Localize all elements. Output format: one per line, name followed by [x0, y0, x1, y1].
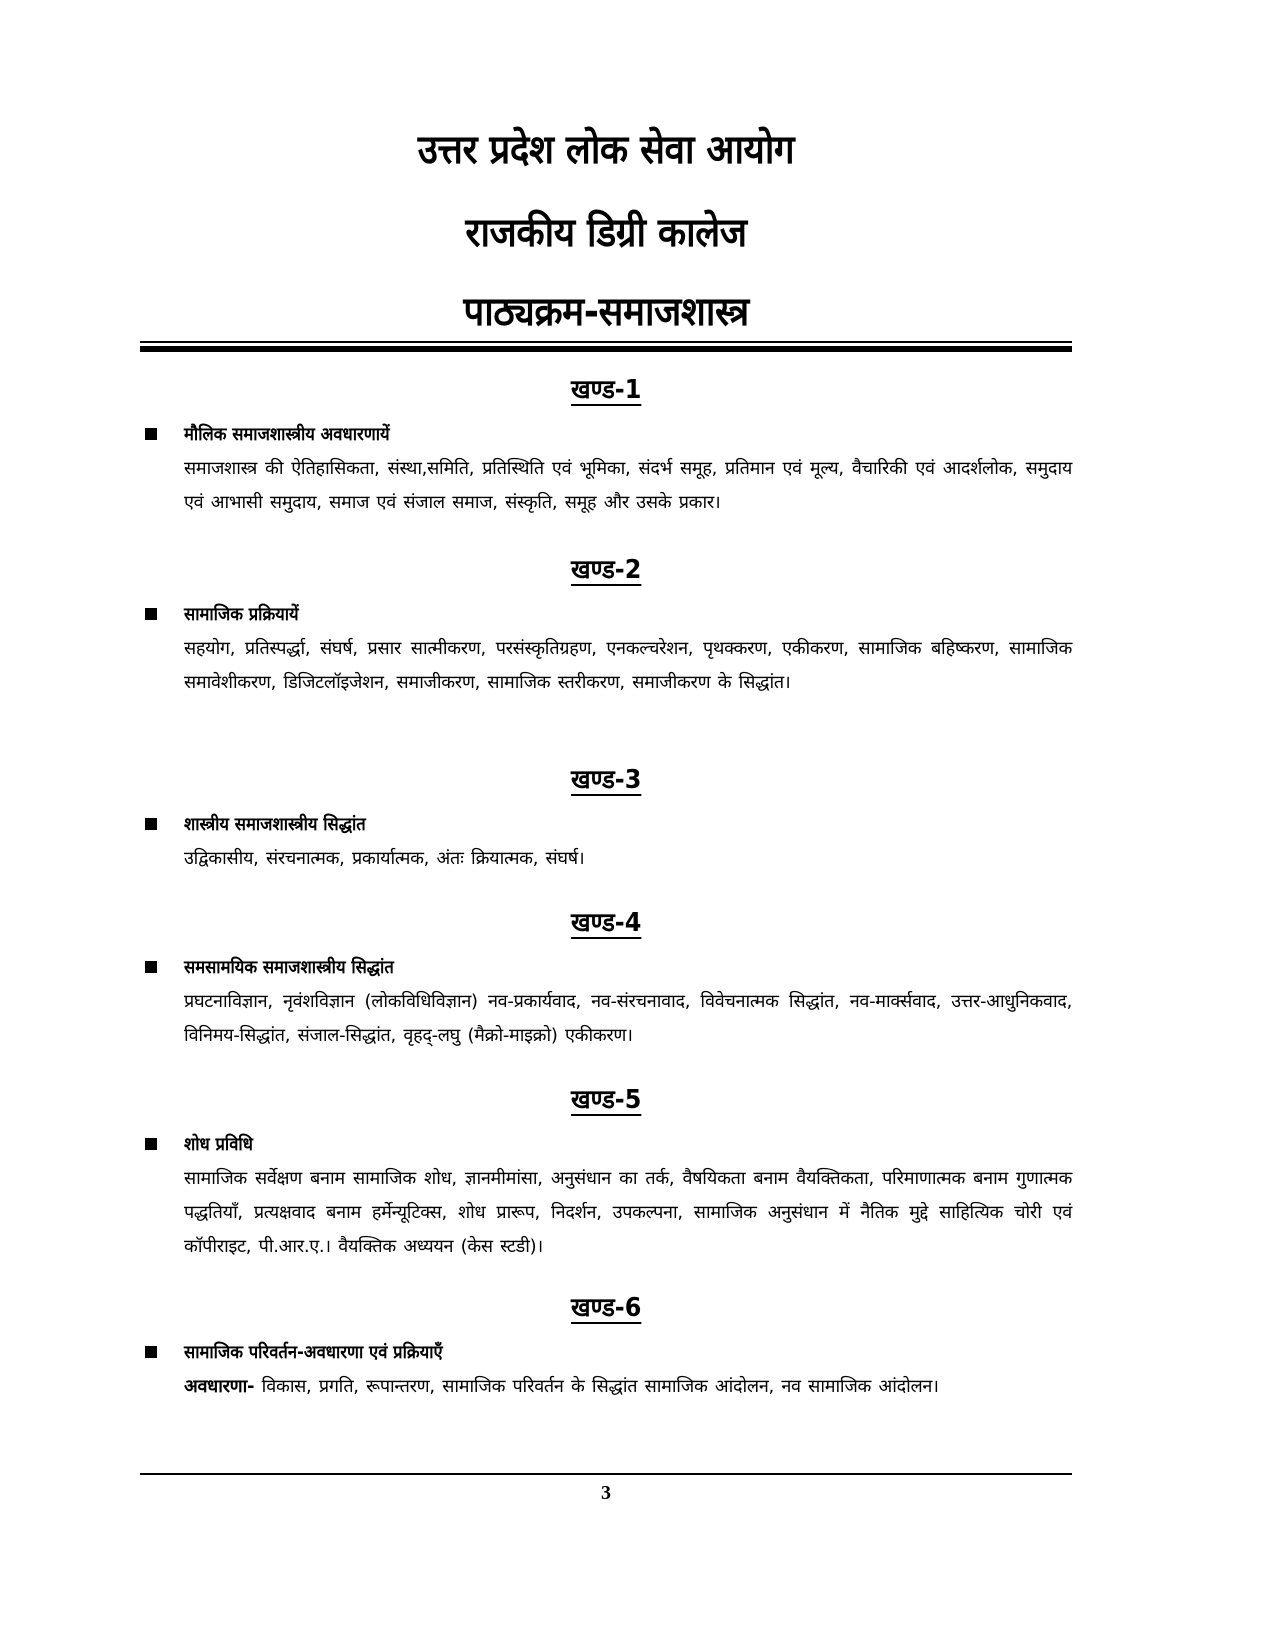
- page-number: 3: [601, 1482, 611, 1504]
- concept-text: विकास, प्रगति, रूपान्तरण, सामाजिक परिवर्तन के सिद्धांत सामाजिक आंदोलन, नव सामाजिक आंदोलन।: [261, 1376, 939, 1397]
- topic-item: [140, 808, 1072, 876]
- section-heading: [140, 550, 1072, 586]
- topic-body: समाजशास्त्र की ऐतिहासिकता, संस्था,समिति, प्रतिस्थिति एवं भूमिका, संदर्भ समूह, प्रतिमान एवं मूल्य, वैचारिकी एवं आदर्शलोक, समुदाय एवं आभासी समुदाय, समाज एवं संजाल समाज, संस्कृति, समूह और उसके प्रकार।: [184, 458, 1072, 513]
- square-bullet-icon: [145, 1138, 157, 1150]
- topic-body: [184, 1370, 1072, 1404]
- square-bullet-icon: [145, 1346, 157, 1358]
- topic-title: मौलिक समाजशास्त्रीय अवधारणायें: [184, 424, 390, 445]
- section-heading: [140, 370, 1072, 406]
- square-bullet-icon: [145, 961, 157, 973]
- square-bullet-icon: [145, 818, 157, 830]
- square-bullet-icon: [145, 608, 157, 620]
- title-commission: उत्तर प्रदेश लोक सेवा आयोग: [417, 127, 795, 173]
- topic-item: [140, 418, 1072, 520]
- topic-item: [140, 1128, 1072, 1264]
- section-heading: [140, 1080, 1072, 1116]
- section-2: [140, 550, 1072, 700]
- topic-title: सामाजिक परिवर्तन-अवधारणा एवं प्रक्रियाएँ: [184, 1342, 443, 1363]
- header-divider: [140, 341, 1072, 352]
- section-3: [140, 760, 1072, 876]
- section-label: खण्ड-1: [570, 375, 642, 405]
- section-label: खण्ड-6: [570, 1293, 642, 1323]
- topic-body: सहयोग, प्रतिस्पर्द्धा, संघर्ष, प्रसार सात्मीकरण, परसंस्कृतिग्रहण, एनकल्चरेशन, पृथक्करण, एकीकरण, सामाजिक बहिष्करण, सामाजिक समावेशीकरण, डिजिटलॉइजेशन, समाजीकरण, सामाजिक स्तरीकरण, समाजीकरण के सिद्धांत।: [184, 638, 1072, 693]
- footer-divider: [140, 1473, 1072, 1475]
- topic-body: सामाजिक सर्वेक्षण बनाम सामाजिक शोध, ज्ञानमीमांसा, अनुसंधान का तर्क, वैषयिकता बनाम वैयक्तिकता, परिमाणात्मक बनाम गुणात्मक पद्धतियाँ, प्रत्यक्षवाद बनाम हर्मेन्यूटिक्स, शोध प्रारूप, निदर्शन, उपकल्पना, सामाजिक अनुसंधान में नैतिक मुद्दे साहित्यिक चोरी एवं कॉपीराइट, पी.आर.ए.। वैयक्तिक अध्ययन (केस स्टडी)।: [184, 1168, 1072, 1257]
- title-syllabus: पाठ्यक्रम-समाजशास्त्र: [463, 289, 749, 335]
- topic-item: [140, 1336, 1072, 1404]
- section-5: [140, 1080, 1072, 1264]
- section-label: खण्ड-2: [570, 555, 642, 585]
- section-heading: [140, 1288, 1072, 1324]
- topic-item: [140, 951, 1072, 1053]
- topic-item: [140, 598, 1072, 700]
- concept-label: अवधारणा-: [184, 1376, 255, 1397]
- topic-title: शोध प्रविधि: [184, 1134, 253, 1155]
- section-label: खण्ड-3: [570, 765, 642, 795]
- section-label: खण्ड-5: [570, 1085, 642, 1115]
- section-label: खण्ड-4: [570, 908, 642, 938]
- topic-title: समसामयिक समाजशास्त्रीय सिद्धांत: [184, 957, 394, 978]
- section-heading: [140, 760, 1072, 796]
- topic-body: प्रघटनाविज्ञान, नृवंशविज्ञान (लोकविधिविज्ञान) नव-प्रकार्यवाद, नव-संरचनावाद, विवेचनात्मक सिद्धांत, नव-मार्क्सवाद, उत्तर-आधुनिकवाद, विनिमय-सिद्धांत, संजाल-सिद्धांत, वृहद्-लघु (मैक्रो-माइक्रो) एकीकरण।: [184, 991, 1072, 1046]
- topic-body: उद्विकासीय, संरचनात्मक, प्रकार्यात्मक, अंतः क्रियात्मक, संघर्ष।: [184, 848, 585, 869]
- topic-title: सामाजिक प्रक्रियायें: [184, 604, 299, 625]
- section-4: [140, 903, 1072, 1053]
- square-bullet-icon: [145, 428, 157, 440]
- section-heading: [140, 903, 1072, 939]
- topic-title: शास्त्रीय समाजशास्त्रीय सिद्धांत: [184, 814, 366, 835]
- title-college: राजकीय डिग्री कालेज: [465, 210, 747, 256]
- section-6: [140, 1288, 1072, 1404]
- section-1: [140, 370, 1072, 520]
